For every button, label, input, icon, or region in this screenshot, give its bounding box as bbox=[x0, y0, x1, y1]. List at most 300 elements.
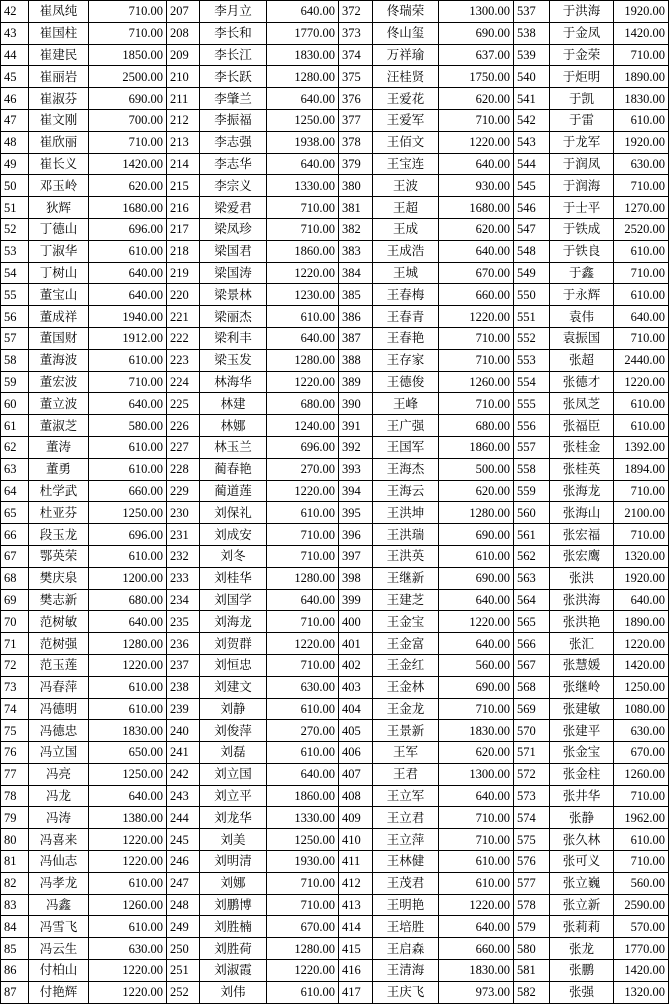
amount-cell: 1220.00 bbox=[89, 981, 167, 1003]
serial-number-cell: 219 bbox=[167, 262, 200, 284]
amount-cell: 1220.00 bbox=[267, 633, 339, 655]
serial-number-cell: 240 bbox=[167, 720, 200, 742]
serial-number-cell: 232 bbox=[167, 545, 200, 567]
person-name-cell: 张海山 bbox=[550, 502, 614, 524]
amount-cell: 670.00 bbox=[439, 262, 514, 284]
serial-number-cell: 400 bbox=[339, 611, 373, 633]
amount-cell: 710.00 bbox=[614, 785, 669, 807]
amount-cell: 640.00 bbox=[614, 589, 669, 611]
serial-number-cell: 244 bbox=[167, 807, 200, 829]
person-name-cell: 董宝山 bbox=[29, 284, 89, 306]
amount-cell: 1680.00 bbox=[89, 197, 167, 219]
serial-number-cell: 229 bbox=[167, 480, 200, 502]
serial-number-cell: 214 bbox=[167, 153, 200, 175]
person-name-cell: 崔欣丽 bbox=[29, 131, 89, 153]
serial-number-cell: 56 bbox=[1, 306, 29, 328]
serial-number-cell: 572 bbox=[514, 763, 550, 785]
person-name-cell: 张井华 bbox=[550, 785, 614, 807]
serial-number-cell: 54 bbox=[1, 262, 29, 284]
table-row bbox=[1, 1, 669, 23]
amount-cell: 680.00 bbox=[439, 415, 514, 437]
person-name-cell: 崔建民 bbox=[29, 44, 89, 66]
amount-cell: 690.00 bbox=[439, 22, 514, 44]
table-row bbox=[1, 872, 669, 894]
amount-cell: 696.00 bbox=[89, 218, 167, 240]
person-name-cell: 于永辉 bbox=[550, 284, 614, 306]
person-name-cell: 王波 bbox=[373, 175, 439, 197]
amount-cell: 690.00 bbox=[439, 676, 514, 698]
amount-cell: 2440.00 bbox=[614, 349, 669, 371]
table-row bbox=[1, 393, 669, 415]
person-name-cell: 张汇 bbox=[550, 633, 614, 655]
person-name-cell: 李志强 bbox=[200, 131, 267, 153]
person-name-cell: 张莉莉 bbox=[550, 916, 614, 938]
person-name-cell: 董海波 bbox=[29, 349, 89, 371]
serial-number-cell: 403 bbox=[339, 676, 373, 698]
person-name-cell: 冯德明 bbox=[29, 698, 89, 720]
amount-cell: 710.00 bbox=[267, 654, 339, 676]
amount-cell: 570.00 bbox=[614, 916, 669, 938]
amount-cell: 690.00 bbox=[89, 88, 167, 110]
person-name-cell: 张洪 bbox=[550, 567, 614, 589]
amount-cell: 1220.00 bbox=[267, 480, 339, 502]
table-row bbox=[1, 502, 669, 524]
amount-cell: 610.00 bbox=[614, 393, 669, 415]
serial-number-cell: 63 bbox=[1, 458, 29, 480]
serial-number-cell: 66 bbox=[1, 524, 29, 546]
serial-number-cell: 246 bbox=[167, 851, 200, 873]
person-name-cell: 万祥瑜 bbox=[373, 44, 439, 66]
person-name-cell: 李志华 bbox=[200, 153, 267, 175]
person-name-cell: 于鑫 bbox=[550, 262, 614, 284]
person-name-cell: 袁振国 bbox=[550, 327, 614, 349]
serial-number-cell: 570 bbox=[514, 720, 550, 742]
amount-cell: 640.00 bbox=[89, 262, 167, 284]
person-name-cell: 张静 bbox=[550, 807, 614, 829]
serial-number-cell: 582 bbox=[514, 981, 550, 1003]
amount-cell: 710.00 bbox=[614, 480, 669, 502]
serial-number-cell: 59 bbox=[1, 371, 29, 393]
amount-cell: 670.00 bbox=[267, 916, 339, 938]
amount-cell: 610.00 bbox=[89, 545, 167, 567]
table-row bbox=[1, 916, 669, 938]
amount-cell: 610.00 bbox=[89, 872, 167, 894]
serial-number-cell: 247 bbox=[167, 872, 200, 894]
person-name-cell: 董国财 bbox=[29, 327, 89, 349]
serial-number-cell: 577 bbox=[514, 872, 550, 894]
serial-number-cell: 223 bbox=[167, 349, 200, 371]
amount-cell: 640.00 bbox=[267, 763, 339, 785]
person-name-cell: 范树强 bbox=[29, 633, 89, 655]
person-name-cell: 王立军 bbox=[373, 785, 439, 807]
amount-cell: 610.00 bbox=[89, 436, 167, 458]
serial-number-cell: 559 bbox=[514, 480, 550, 502]
amount-cell: 710.00 bbox=[267, 894, 339, 916]
person-name-cell: 李月立 bbox=[200, 1, 267, 23]
person-name-cell: 王海杰 bbox=[373, 458, 439, 480]
person-name-cell: 于铁成 bbox=[550, 218, 614, 240]
serial-number-cell: 539 bbox=[514, 44, 550, 66]
table-body bbox=[1, 1, 669, 1004]
amount-cell: 270.00 bbox=[267, 720, 339, 742]
table-row bbox=[1, 720, 669, 742]
amount-cell: 610.00 bbox=[614, 829, 669, 851]
amount-cell: 680.00 bbox=[267, 393, 339, 415]
serial-number-cell: 60 bbox=[1, 393, 29, 415]
table-row bbox=[1, 218, 669, 240]
amount-cell: 1392.00 bbox=[614, 436, 669, 458]
serial-number-cell: 560 bbox=[514, 502, 550, 524]
serial-number-cell: 563 bbox=[514, 567, 550, 589]
amount-cell: 1420.00 bbox=[614, 654, 669, 676]
amount-cell: 1860.00 bbox=[267, 785, 339, 807]
amount-cell: 1830.00 bbox=[439, 960, 514, 982]
serial-number-cell: 70 bbox=[1, 611, 29, 633]
person-name-cell: 于铁良 bbox=[550, 240, 614, 262]
amount-cell: 640.00 bbox=[267, 589, 339, 611]
person-name-cell: 梁爱君 bbox=[200, 197, 267, 219]
serial-number-cell: 208 bbox=[167, 22, 200, 44]
serial-number-cell: 576 bbox=[514, 851, 550, 873]
amount-cell: 973.00 bbox=[439, 981, 514, 1003]
person-name-cell: 梁丽杰 bbox=[200, 306, 267, 328]
person-name-cell: 张金宝 bbox=[550, 742, 614, 764]
serial-number-cell: 402 bbox=[339, 654, 373, 676]
amount-cell: 640.00 bbox=[89, 284, 167, 306]
person-name-cell: 范树敏 bbox=[29, 611, 89, 633]
serial-number-cell: 43 bbox=[1, 22, 29, 44]
amount-cell: 610.00 bbox=[89, 349, 167, 371]
amount-cell: 1830.00 bbox=[439, 720, 514, 742]
amount-cell: 710.00 bbox=[439, 393, 514, 415]
person-name-cell: 刘立国 bbox=[200, 763, 267, 785]
table-row bbox=[1, 371, 669, 393]
person-name-cell: 袁伟 bbox=[550, 306, 614, 328]
person-name-cell: 王军 bbox=[373, 742, 439, 764]
serial-number-cell: 86 bbox=[1, 960, 29, 982]
amount-cell: 710.00 bbox=[614, 262, 669, 284]
amount-cell: 1770.00 bbox=[267, 22, 339, 44]
amount-cell: 1830.00 bbox=[89, 720, 167, 742]
amount-cell: 1280.00 bbox=[267, 66, 339, 88]
table-row bbox=[1, 44, 669, 66]
amount-cell: 1080.00 bbox=[614, 698, 669, 720]
person-name-cell: 王春艳 bbox=[373, 327, 439, 349]
serial-number-cell: 564 bbox=[514, 589, 550, 611]
person-name-cell: 王广强 bbox=[373, 415, 439, 437]
person-name-cell: 冯雪飞 bbox=[29, 916, 89, 938]
amount-cell: 1220.00 bbox=[267, 262, 339, 284]
serial-number-cell: 394 bbox=[339, 480, 373, 502]
person-name-cell: 刘鹏博 bbox=[200, 894, 267, 916]
serial-number-cell: 549 bbox=[514, 262, 550, 284]
serial-number-cell: 378 bbox=[339, 131, 373, 153]
amount-cell: 620.00 bbox=[439, 480, 514, 502]
person-name-cell: 张桂金 bbox=[550, 436, 614, 458]
amount-cell: 1220.00 bbox=[614, 371, 669, 393]
person-name-cell: 冯立国 bbox=[29, 742, 89, 764]
serial-number-cell: 62 bbox=[1, 436, 29, 458]
serial-number-cell: 561 bbox=[514, 524, 550, 546]
amount-cell: 610.00 bbox=[89, 698, 167, 720]
table-row bbox=[1, 742, 669, 764]
serial-number-cell: 49 bbox=[1, 153, 29, 175]
table-row bbox=[1, 829, 669, 851]
amount-cell: 1420.00 bbox=[89, 153, 167, 175]
person-name-cell: 董立波 bbox=[29, 393, 89, 415]
person-name-cell: 冯鑫 bbox=[29, 894, 89, 916]
serial-number-cell: 393 bbox=[339, 458, 373, 480]
amount-cell: 610.00 bbox=[267, 742, 339, 764]
amount-cell: 710.00 bbox=[439, 829, 514, 851]
amount-cell: 710.00 bbox=[614, 524, 669, 546]
amount-cell: 1320.00 bbox=[614, 545, 669, 567]
amount-cell: 1220.00 bbox=[614, 633, 669, 655]
table-row bbox=[1, 131, 669, 153]
serial-number-cell: 375 bbox=[339, 66, 373, 88]
amount-cell: 1912.00 bbox=[89, 327, 167, 349]
amount-cell: 640.00 bbox=[614, 306, 669, 328]
person-name-cell: 冯龙 bbox=[29, 785, 89, 807]
person-name-cell: 付艳辉 bbox=[29, 981, 89, 1003]
person-name-cell: 李长江 bbox=[200, 44, 267, 66]
person-name-cell: 张桂英 bbox=[550, 458, 614, 480]
serial-number-cell: 252 bbox=[167, 981, 200, 1003]
table-row bbox=[1, 415, 669, 437]
person-name-cell: 刘建文 bbox=[200, 676, 267, 698]
amount-cell: 1200.00 bbox=[89, 567, 167, 589]
amount-cell: 1830.00 bbox=[267, 44, 339, 66]
serial-number-cell: 405 bbox=[339, 720, 373, 742]
serial-number-cell: 565 bbox=[514, 611, 550, 633]
amount-cell: 710.00 bbox=[267, 524, 339, 546]
serial-number-cell: 553 bbox=[514, 349, 550, 371]
table-row bbox=[1, 960, 669, 982]
amount-cell: 640.00 bbox=[439, 153, 514, 175]
amount-cell: 1420.00 bbox=[614, 22, 669, 44]
table-row bbox=[1, 567, 669, 589]
person-name-cell: 于凯 bbox=[550, 88, 614, 110]
amount-cell: 610.00 bbox=[89, 916, 167, 938]
person-name-cell: 王立君 bbox=[373, 807, 439, 829]
amount-cell: 1938.00 bbox=[267, 131, 339, 153]
person-name-cell: 梁景林 bbox=[200, 284, 267, 306]
person-name-cell: 杜亚芬 bbox=[29, 502, 89, 524]
amount-cell: 2520.00 bbox=[614, 218, 669, 240]
amount-cell: 690.00 bbox=[439, 567, 514, 589]
serial-number-cell: 82 bbox=[1, 872, 29, 894]
serial-number-cell: 406 bbox=[339, 742, 373, 764]
serial-number-cell: 413 bbox=[339, 894, 373, 916]
serial-number-cell: 556 bbox=[514, 415, 550, 437]
amount-cell: 620.00 bbox=[439, 742, 514, 764]
serial-number-cell: 65 bbox=[1, 502, 29, 524]
person-name-cell: 付柏山 bbox=[29, 960, 89, 982]
table-row bbox=[1, 349, 669, 371]
serial-number-cell: 567 bbox=[514, 654, 550, 676]
amount-cell: 660.00 bbox=[89, 480, 167, 502]
person-name-cell: 王国军 bbox=[373, 436, 439, 458]
person-name-cell: 刘淑霞 bbox=[200, 960, 267, 982]
serial-number-cell: 558 bbox=[514, 458, 550, 480]
amount-cell: 1860.00 bbox=[439, 436, 514, 458]
serial-number-cell: 57 bbox=[1, 327, 29, 349]
amount-cell: 610.00 bbox=[614, 240, 669, 262]
serial-number-cell: 573 bbox=[514, 785, 550, 807]
serial-number-cell: 540 bbox=[514, 66, 550, 88]
person-name-cell: 董成祥 bbox=[29, 306, 89, 328]
serial-number-cell: 228 bbox=[167, 458, 200, 480]
serial-number-cell: 404 bbox=[339, 698, 373, 720]
amount-cell: 2590.00 bbox=[614, 894, 669, 916]
amount-cell: 710.00 bbox=[89, 1, 167, 23]
person-name-cell: 林玉兰 bbox=[200, 436, 267, 458]
person-name-cell: 王宝连 bbox=[373, 153, 439, 175]
amount-cell: 1220.00 bbox=[89, 654, 167, 676]
amount-cell: 1220.00 bbox=[89, 851, 167, 873]
person-name-cell: 段玉龙 bbox=[29, 524, 89, 546]
amount-cell: 610.00 bbox=[267, 981, 339, 1003]
person-name-cell: 王林健 bbox=[373, 851, 439, 873]
serial-number-cell: 72 bbox=[1, 654, 29, 676]
person-name-cell: 于士平 bbox=[550, 197, 614, 219]
person-name-cell: 丁德山 bbox=[29, 218, 89, 240]
amount-cell: 640.00 bbox=[439, 916, 514, 938]
amount-cell: 2100.00 bbox=[614, 502, 669, 524]
person-name-cell: 张久林 bbox=[550, 829, 614, 851]
amount-cell: 270.00 bbox=[267, 458, 339, 480]
serial-number-cell: 209 bbox=[167, 44, 200, 66]
person-name-cell: 李宗义 bbox=[200, 175, 267, 197]
serial-number-cell: 547 bbox=[514, 218, 550, 240]
person-name-cell: 张洪艳 bbox=[550, 611, 614, 633]
serial-number-cell: 71 bbox=[1, 633, 29, 655]
amount-cell: 1380.00 bbox=[89, 807, 167, 829]
amount-cell: 637.00 bbox=[439, 44, 514, 66]
person-name-cell: 王爱军 bbox=[373, 109, 439, 131]
serial-number-cell: 211 bbox=[167, 88, 200, 110]
amount-cell: 710.00 bbox=[439, 109, 514, 131]
person-name-cell: 王培胜 bbox=[373, 916, 439, 938]
person-name-cell: 冯亮 bbox=[29, 763, 89, 785]
amount-cell: 1280.00 bbox=[267, 349, 339, 371]
amount-cell: 660.00 bbox=[439, 938, 514, 960]
serial-number-cell: 68 bbox=[1, 567, 29, 589]
person-name-cell: 张金柱 bbox=[550, 763, 614, 785]
amount-cell: 1920.00 bbox=[614, 1, 669, 23]
person-name-cell: 梁利丰 bbox=[200, 327, 267, 349]
person-name-cell: 于雷 bbox=[550, 109, 614, 131]
serial-number-cell: 578 bbox=[514, 894, 550, 916]
amount-cell: 610.00 bbox=[89, 676, 167, 698]
serial-number-cell: 248 bbox=[167, 894, 200, 916]
serial-number-cell: 410 bbox=[339, 829, 373, 851]
serial-number-cell: 83 bbox=[1, 894, 29, 916]
person-name-cell: 王明艳 bbox=[373, 894, 439, 916]
person-name-cell: 刘龙华 bbox=[200, 807, 267, 829]
amount-cell: 1300.00 bbox=[439, 763, 514, 785]
person-name-cell: 董宏波 bbox=[29, 371, 89, 393]
amount-cell: 710.00 bbox=[614, 327, 669, 349]
amount-cell: 1220.00 bbox=[89, 829, 167, 851]
person-name-cell: 佟瑞荣 bbox=[373, 1, 439, 23]
serial-number-cell: 74 bbox=[1, 698, 29, 720]
person-name-cell: 刘桂华 bbox=[200, 567, 267, 589]
person-name-cell: 刘恒忠 bbox=[200, 654, 267, 676]
person-name-cell: 崔凤纯 bbox=[29, 1, 89, 23]
amount-cell: 1280.00 bbox=[89, 633, 167, 655]
amount-cell: 1220.00 bbox=[89, 960, 167, 982]
amount-cell: 500.00 bbox=[439, 458, 514, 480]
person-name-cell: 王清海 bbox=[373, 960, 439, 982]
serial-number-cell: 44 bbox=[1, 44, 29, 66]
amount-cell: 610.00 bbox=[267, 502, 339, 524]
person-name-cell: 冯春萍 bbox=[29, 676, 89, 698]
table-row bbox=[1, 545, 669, 567]
amount-cell: 620.00 bbox=[89, 175, 167, 197]
amount-cell: 630.00 bbox=[614, 720, 669, 742]
serial-number-cell: 242 bbox=[167, 763, 200, 785]
serial-number-cell: 541 bbox=[514, 88, 550, 110]
serial-number-cell: 221 bbox=[167, 306, 200, 328]
person-name-cell: 王城 bbox=[373, 262, 439, 284]
person-name-cell: 刘立平 bbox=[200, 785, 267, 807]
person-name-cell: 于润凤 bbox=[550, 153, 614, 175]
person-name-cell: 张立新 bbox=[550, 894, 614, 916]
serial-number-cell: 390 bbox=[339, 393, 373, 415]
person-name-cell: 王春青 bbox=[373, 306, 439, 328]
serial-number-cell: 382 bbox=[339, 218, 373, 240]
person-name-cell: 狄辉 bbox=[29, 197, 89, 219]
person-name-cell: 董涛 bbox=[29, 436, 89, 458]
serial-number-cell: 380 bbox=[339, 175, 373, 197]
person-name-cell: 汪桂贤 bbox=[373, 66, 439, 88]
person-name-cell: 王海云 bbox=[373, 480, 439, 502]
amount-cell: 1280.00 bbox=[267, 567, 339, 589]
amount-cell: 1420.00 bbox=[614, 960, 669, 982]
amount-cell: 560.00 bbox=[439, 654, 514, 676]
amount-cell: 1250.00 bbox=[89, 502, 167, 524]
serial-number-cell: 408 bbox=[339, 785, 373, 807]
serial-number-cell: 238 bbox=[167, 676, 200, 698]
table-row bbox=[1, 284, 669, 306]
amount-cell: 1890.00 bbox=[614, 611, 669, 633]
table-row bbox=[1, 785, 669, 807]
table-row bbox=[1, 88, 669, 110]
person-name-cell: 张洪海 bbox=[550, 589, 614, 611]
amount-cell: 710.00 bbox=[267, 872, 339, 894]
serial-number-cell: 222 bbox=[167, 327, 200, 349]
serial-number-cell: 416 bbox=[339, 960, 373, 982]
serial-number-cell: 581 bbox=[514, 960, 550, 982]
person-name-cell: 王继新 bbox=[373, 567, 439, 589]
table-row bbox=[1, 66, 669, 88]
person-name-cell: 刘娜 bbox=[200, 872, 267, 894]
person-name-cell: 冯仙志 bbox=[29, 851, 89, 873]
serial-number-cell: 555 bbox=[514, 393, 550, 415]
amount-cell: 640.00 bbox=[89, 785, 167, 807]
person-name-cell: 王金宝 bbox=[373, 611, 439, 633]
table-row bbox=[1, 458, 669, 480]
serial-number-cell: 411 bbox=[339, 851, 373, 873]
serial-number-cell: 42 bbox=[1, 1, 29, 23]
amount-cell: 1220.00 bbox=[439, 611, 514, 633]
serial-number-cell: 216 bbox=[167, 197, 200, 219]
serial-number-cell: 241 bbox=[167, 742, 200, 764]
amount-cell: 630.00 bbox=[614, 153, 669, 175]
serial-number-cell: 218 bbox=[167, 240, 200, 262]
serial-number-cell: 212 bbox=[167, 109, 200, 131]
